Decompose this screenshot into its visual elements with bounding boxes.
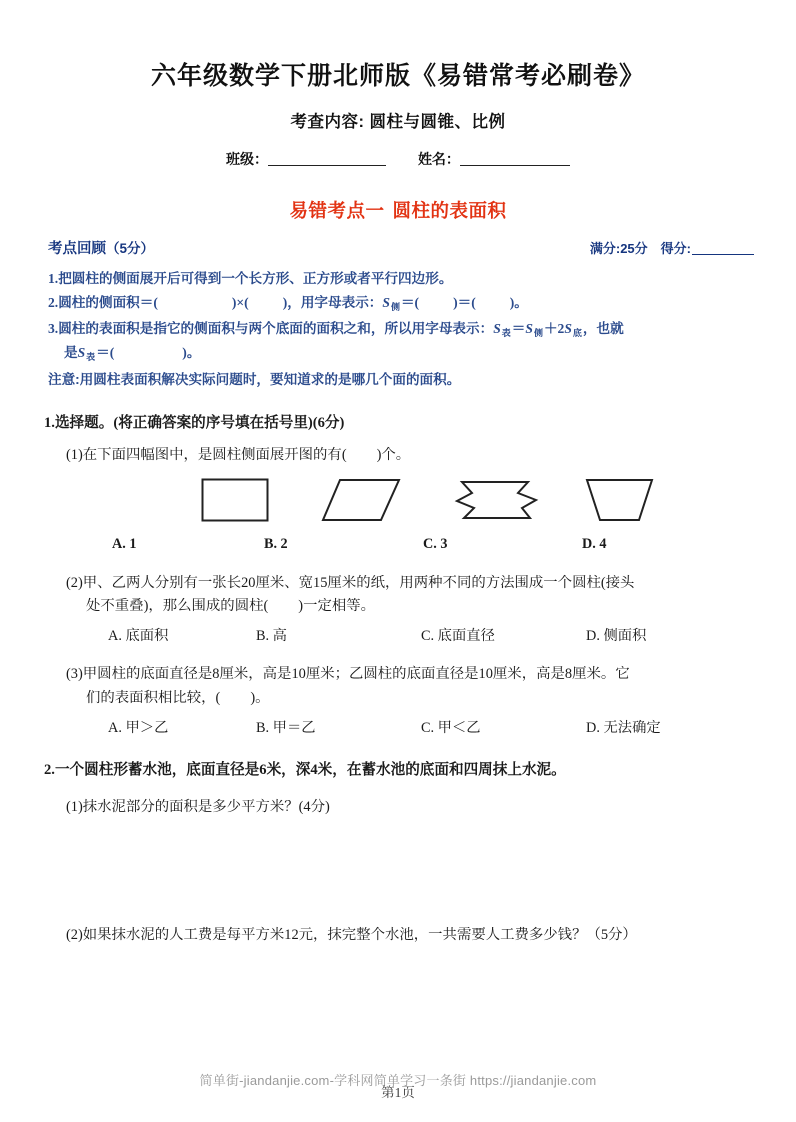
subscript-lateral: 侧 <box>390 302 400 313</box>
site-watermark: 简单街-jiandanjie.com-学科网简单学习一条街 https://jiandanjie.com <box>199 1073 597 1088</box>
shape-figures-row <box>66 477 754 529</box>
option-d-1[interactable]: D. 4 <box>582 535 607 552</box>
full-score-label: 满分:25分 <box>589 241 648 256</box>
question-1-sub-2-line2 <box>66 595 754 618</box>
review-list <box>48 267 754 391</box>
question-1-sub-1-pre: 在下面四幅图中，是圆柱侧面展开图的有( <box>82 446 347 463</box>
question-1-sub-3 <box>44 663 754 710</box>
question-1-sub-1-options <box>66 536 754 556</box>
option-a-2[interactable]: A. 底面积 <box>108 628 169 645</box>
name-field[interactable] <box>418 149 570 169</box>
plus-two: ＋2 <box>543 320 565 336</box>
shape-zigzag-band <box>454 478 544 527</box>
review-item-3-line2 <box>48 341 754 365</box>
name-label: 姓名： <box>417 151 460 167</box>
question-1-sub-2-line1: 甲、乙两人分别有一张长20厘米、宽15厘米的纸，用两种不同的方法围成一个圆柱(接头 <box>82 574 635 591</box>
option-b-1[interactable]: B. 2 <box>264 535 288 552</box>
option-c-2[interactable]: C. 底面直径 <box>421 628 495 645</box>
score-input-line[interactable] <box>692 242 754 255</box>
review-section <box>48 237 754 391</box>
question-1-sub-3-line2 <box>66 687 754 710</box>
question-2-stem: 一个圆柱形蓄水池，底面直径是6米，深4米，在蓄水池的底面和四周抹上水泥。 <box>54 762 566 779</box>
question-1-sub-3-label: (3) <box>66 666 83 683</box>
question-1-sub-1-post: )个。 <box>376 446 411 463</box>
question-1-sub-2-line2-post: )一定相等。 <box>298 598 376 615</box>
review-item-1 <box>48 267 754 290</box>
student-id-row <box>0 149 796 169</box>
review-item-2 <box>48 291 754 315</box>
option-c-3[interactable]: C. 甲＜乙 <box>421 720 481 737</box>
symbol-s-base: S <box>564 320 572 336</box>
question-1-sub-3-line1: 甲圆柱的底面直径是8厘米，高是10厘米；乙圆柱的底面直径是10厘米，高是8厘米。它 <box>82 666 630 683</box>
option-a-3[interactable]: A. 甲＞乙 <box>108 720 169 737</box>
question-1-sub-2-label: (2) <box>66 574 83 591</box>
question-1-sub-3-line2-pre: 们的表面积相比较，( <box>86 689 221 706</box>
subscript-lateral-2: 侧 <box>533 327 543 338</box>
section-heading <box>0 197 796 223</box>
review-item-3-num: 3. <box>48 320 59 336</box>
review-item-3-line2-mid: ＝( <box>96 345 115 361</box>
symbol-s-surface-1: S <box>493 320 501 336</box>
review-title-group <box>48 237 154 258</box>
score-label: 得分: <box>660 241 691 256</box>
question-1-sub-1 <box>44 444 754 467</box>
question-2-sub-2 <box>44 924 754 947</box>
question-1-sub-2-options <box>66 625 754 647</box>
class-input-line[interactable] <box>268 152 386 166</box>
review-item-2-mid1: )×( <box>231 295 249 311</box>
symbol-s-lateral-2: S <box>525 320 533 336</box>
answer-space-2-1[interactable] <box>44 820 754 924</box>
question-1-number: 1. <box>44 415 55 432</box>
question-2-stem-row <box>44 759 754 782</box>
review-item-3-line1-end: ，也就 <box>582 320 624 336</box>
question-1-sub-1-label: (1) <box>66 446 83 463</box>
review-item-1-num: 1. <box>48 271 59 286</box>
class-field[interactable] <box>226 149 386 169</box>
subscript-surface-2: 表 <box>86 352 96 363</box>
review-item-3-line1-pre: 圆柱的表面积是指它的侧面积与两个底面的面积之和，所以用字母表示： <box>58 320 494 336</box>
shape-rectangle <box>201 478 269 527</box>
question-2-sub-1-text: (1)抹水泥部分的面积是多少平方米？(4分) <box>66 799 330 816</box>
name-input-line[interactable] <box>460 152 570 166</box>
review-item-3 <box>48 317 754 366</box>
answer-space-2-2[interactable] <box>44 947 754 1067</box>
review-item-2-num: 2. <box>48 295 59 311</box>
question-1-sub-2-line2-pre: 处不重叠)，那么围成的圆柱( <box>86 598 269 615</box>
question-1-stem: 选择题。(将正确答案的序号填在括号里)(6分) <box>54 415 345 432</box>
option-b-3[interactable]: B. 甲＝乙 <box>256 720 316 737</box>
equals-1: ＝ <box>511 320 526 336</box>
review-note-text: 用圆柱表面积解决实际问题时，要知道求的是哪几个面的面积。 <box>79 371 461 387</box>
page-title: 六年级数学下册北师版《易错常考必刷卷》 <box>150 63 645 90</box>
question-1-sub-3-options <box>66 717 754 739</box>
class-label: 班级： <box>226 151 269 167</box>
question-2 <box>44 759 754 1067</box>
shape-parallelogram <box>321 478 401 527</box>
section-heading-topic: 圆柱的表面积 <box>392 200 507 221</box>
question-2-sub-2-text: (2)如果抹水泥的人工费是每平方米12元，抹完整个水池，一共需要人工费多少钱？（5分） <box>66 926 637 943</box>
section-heading-label: 易错考点一 <box>289 200 385 221</box>
option-b-2[interactable]: B. 高 <box>256 628 287 645</box>
score-box <box>590 238 754 257</box>
review-title: 考点回顾 <box>48 241 106 257</box>
page-number: 第1页 <box>381 1085 415 1100</box>
question-2-sub-1 <box>44 796 754 819</box>
question-1-stem-row <box>44 412 754 435</box>
question-2-number: 2. <box>44 762 55 779</box>
review-item-2-mid2: )，用字母表示： <box>282 295 383 311</box>
review-item-3-line2-end: )。 <box>182 345 201 361</box>
symbol-s-lateral: S <box>382 295 390 311</box>
exam-scope-subtitle: 考查内容: 圆柱与圆锥、比例 <box>290 113 506 131</box>
review-item-1-text: 把圆柱的侧面展开后可得到一个长方形、正方形或者平行四边形。 <box>58 271 453 286</box>
shape-trapezoid <box>584 478 656 527</box>
review-item-2-mid4: )＝( <box>453 295 476 311</box>
review-item-3-line2-pre: 是 <box>64 345 78 361</box>
subscript-base: 底 <box>572 327 582 338</box>
review-points: （5分） <box>106 241 155 256</box>
review-note-label: 注意: <box>48 371 80 387</box>
review-item-2-end: )。 <box>509 295 528 311</box>
review-note <box>48 368 754 391</box>
option-d-3[interactable]: D. 无法确定 <box>586 720 661 737</box>
review-item-2-mid3: ＝( <box>400 295 420 311</box>
question-1 <box>44 412 754 739</box>
subscript-surface-1: 表 <box>501 327 511 338</box>
option-c-1[interactable]: C. 3 <box>423 535 448 552</box>
option-d-2[interactable]: D. 侧面积 <box>586 628 647 645</box>
review-item-2-pre: 圆柱的侧面积＝( <box>58 295 158 311</box>
review-header-row <box>48 237 754 258</box>
question-1-sub-2 <box>44 572 754 619</box>
option-a-1[interactable]: A. 1 <box>112 535 137 552</box>
question-1-sub-3-line2-post: )。 <box>250 689 270 706</box>
symbol-s-surface-2: S <box>77 345 86 361</box>
